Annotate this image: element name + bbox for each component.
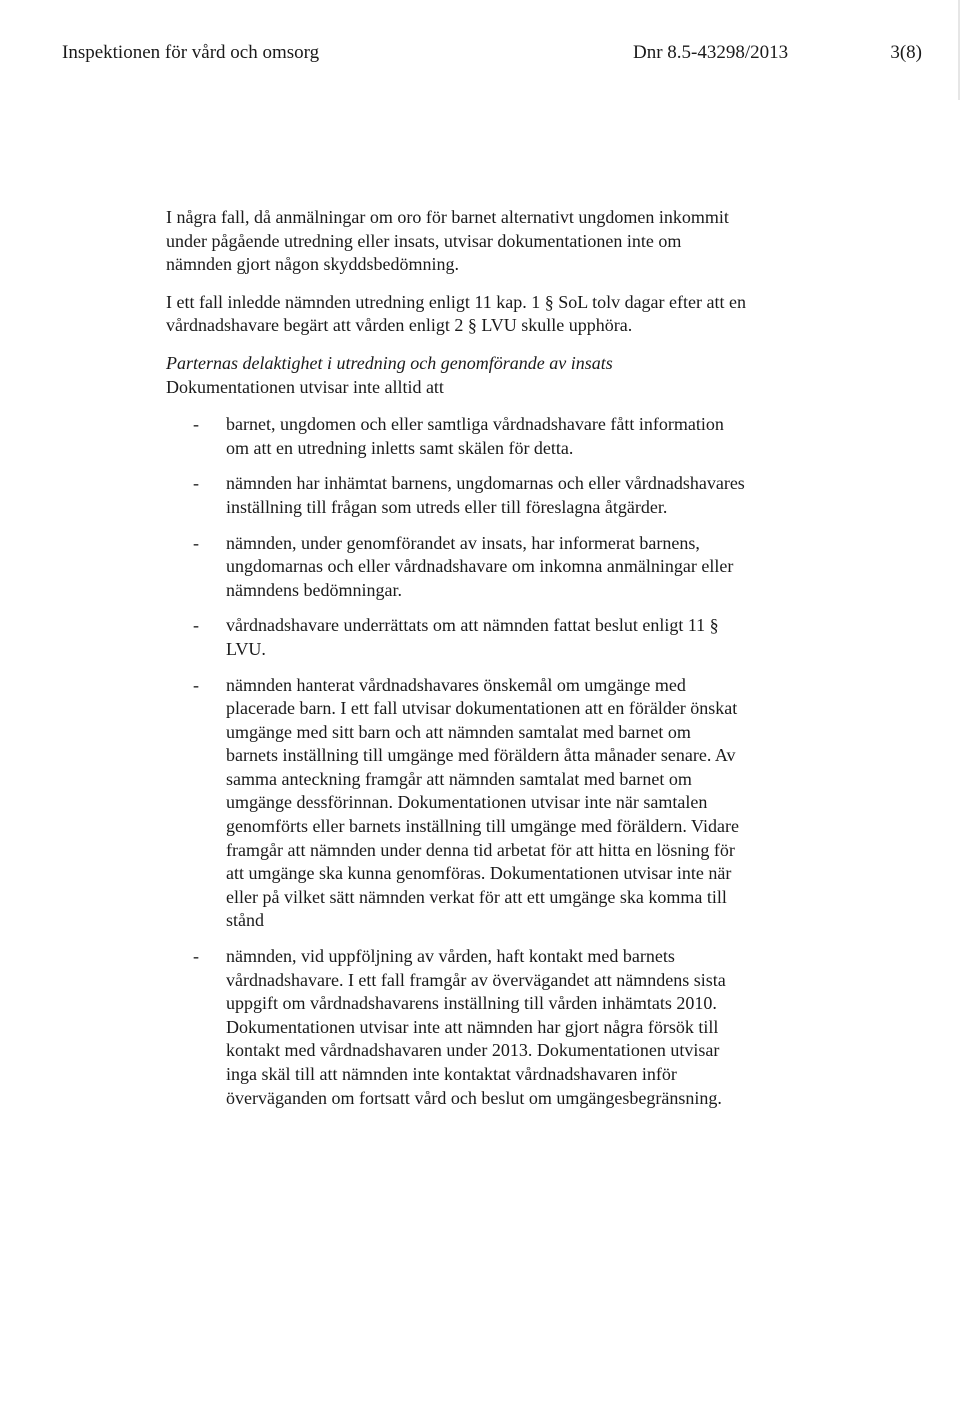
bullet-dash: -: [193, 473, 199, 494]
bullet-dash: -: [193, 674, 199, 695]
bullet-list: [166, 413, 746, 1110]
paragraph: I ett fall inledde nämnden utredning enligt 11 kap. 1 § SoL tolv dagar efter att en vårdnadshavare begärt att vården enligt 2 § LVU skulle upphöra.: [166, 291, 746, 336]
list-item-text: vårdnadshavare underrättats om att nämnden fattat beslut enligt 11 § LVU.: [226, 615, 719, 659]
bullet-dash: -: [193, 946, 199, 967]
page-header: [62, 38, 922, 68]
page-number: 3(8): [890, 42, 922, 63]
agency-name: Inspektionen för vård och omsorg: [62, 42, 320, 63]
list-item: [166, 674, 746, 934]
list-item: [166, 945, 746, 1110]
bullet-dash: -: [193, 532, 199, 553]
list-item: [166, 413, 746, 460]
list-item-text: nämnden, vid uppföljning av vården, haft kontakt med barnets vårdnadshavare. I ett fall framgår av övervägandet att nämndens sista uppgift om vårdnadshavarens inställning till vården inhämtats 2010. Dokumentationen utvisar inte att nämnden har gjort några försök till kontakt med vårdnadshavaren under 2013. Dokumentationen utvisar inga skäl till att nämnden inte kontaktat vårdnadshavaren inför överväganden om fortsatt vård och beslut om umgängesbegränsning.: [226, 946, 726, 1108]
document-body: [166, 206, 746, 1122]
list-item: [166, 532, 746, 603]
list-item-text: nämnden, under genomförandet av insats, har informerat barnens, ungdomarnas och eller vårdnadshavare om inkomna anmälningar eller nämndens bedömningar.: [226, 532, 734, 600]
reference-number: Dnr 8.5-43298/2013: [633, 42, 789, 63]
bullet-dash: -: [193, 414, 199, 435]
paragraph: I några fall, då anmälningar om oro för barnet alternativt ungdomen inkommit under pågående utredning eller insats, utvisar dokumentationen inte om nämnden gjort någon skyddsbedömning.: [166, 207, 729, 275]
list-item: [166, 614, 746, 661]
section-intro: Dokumentationen utvisar inte alltid att: [166, 376, 444, 397]
list-item-text: nämnden hanterat vårdnadshavares önskemål om umgänge med placerade barn. I ett fall utvisar dokumentationen att en förälder önskat umgänge med sitt barn och att nämnden samtalat med barnet om barnets inställning till umgänge med föräldern åtta månader senare. Av samma anteckning framgår att nämnden samtalat med barnet om umgänge dessförinnan. Dokumentationen utvisar inte när samtalen genomförts eller barnets inställning till umgänge med föräldern. Vidare framgår att nämnden under denna tid arbetat för att hitta en lösning för att umgänge ska kunna genomföras. Dokumentationen utvisar inte när eller på vilket sätt nämnden verkat för att ett umgänge ska komma till stånd: [226, 674, 739, 931]
list-item-text: barnet, ungdomen och eller samtliga vårdnadshavare fått information om att en utredning inletts samt skälen för detta.: [226, 414, 724, 458]
bullet-dash: -: [193, 615, 199, 636]
list-item-text: nämnden har inhämtat barnens, ungdomarnas och eller vårdnadshavares inställning till frågan som utreds eller till föreslagna åtgärder.: [226, 473, 745, 517]
section-heading: Parternas delaktighet i utredning och genomförande av insats: [166, 352, 613, 373]
list-item: [166, 472, 746, 519]
